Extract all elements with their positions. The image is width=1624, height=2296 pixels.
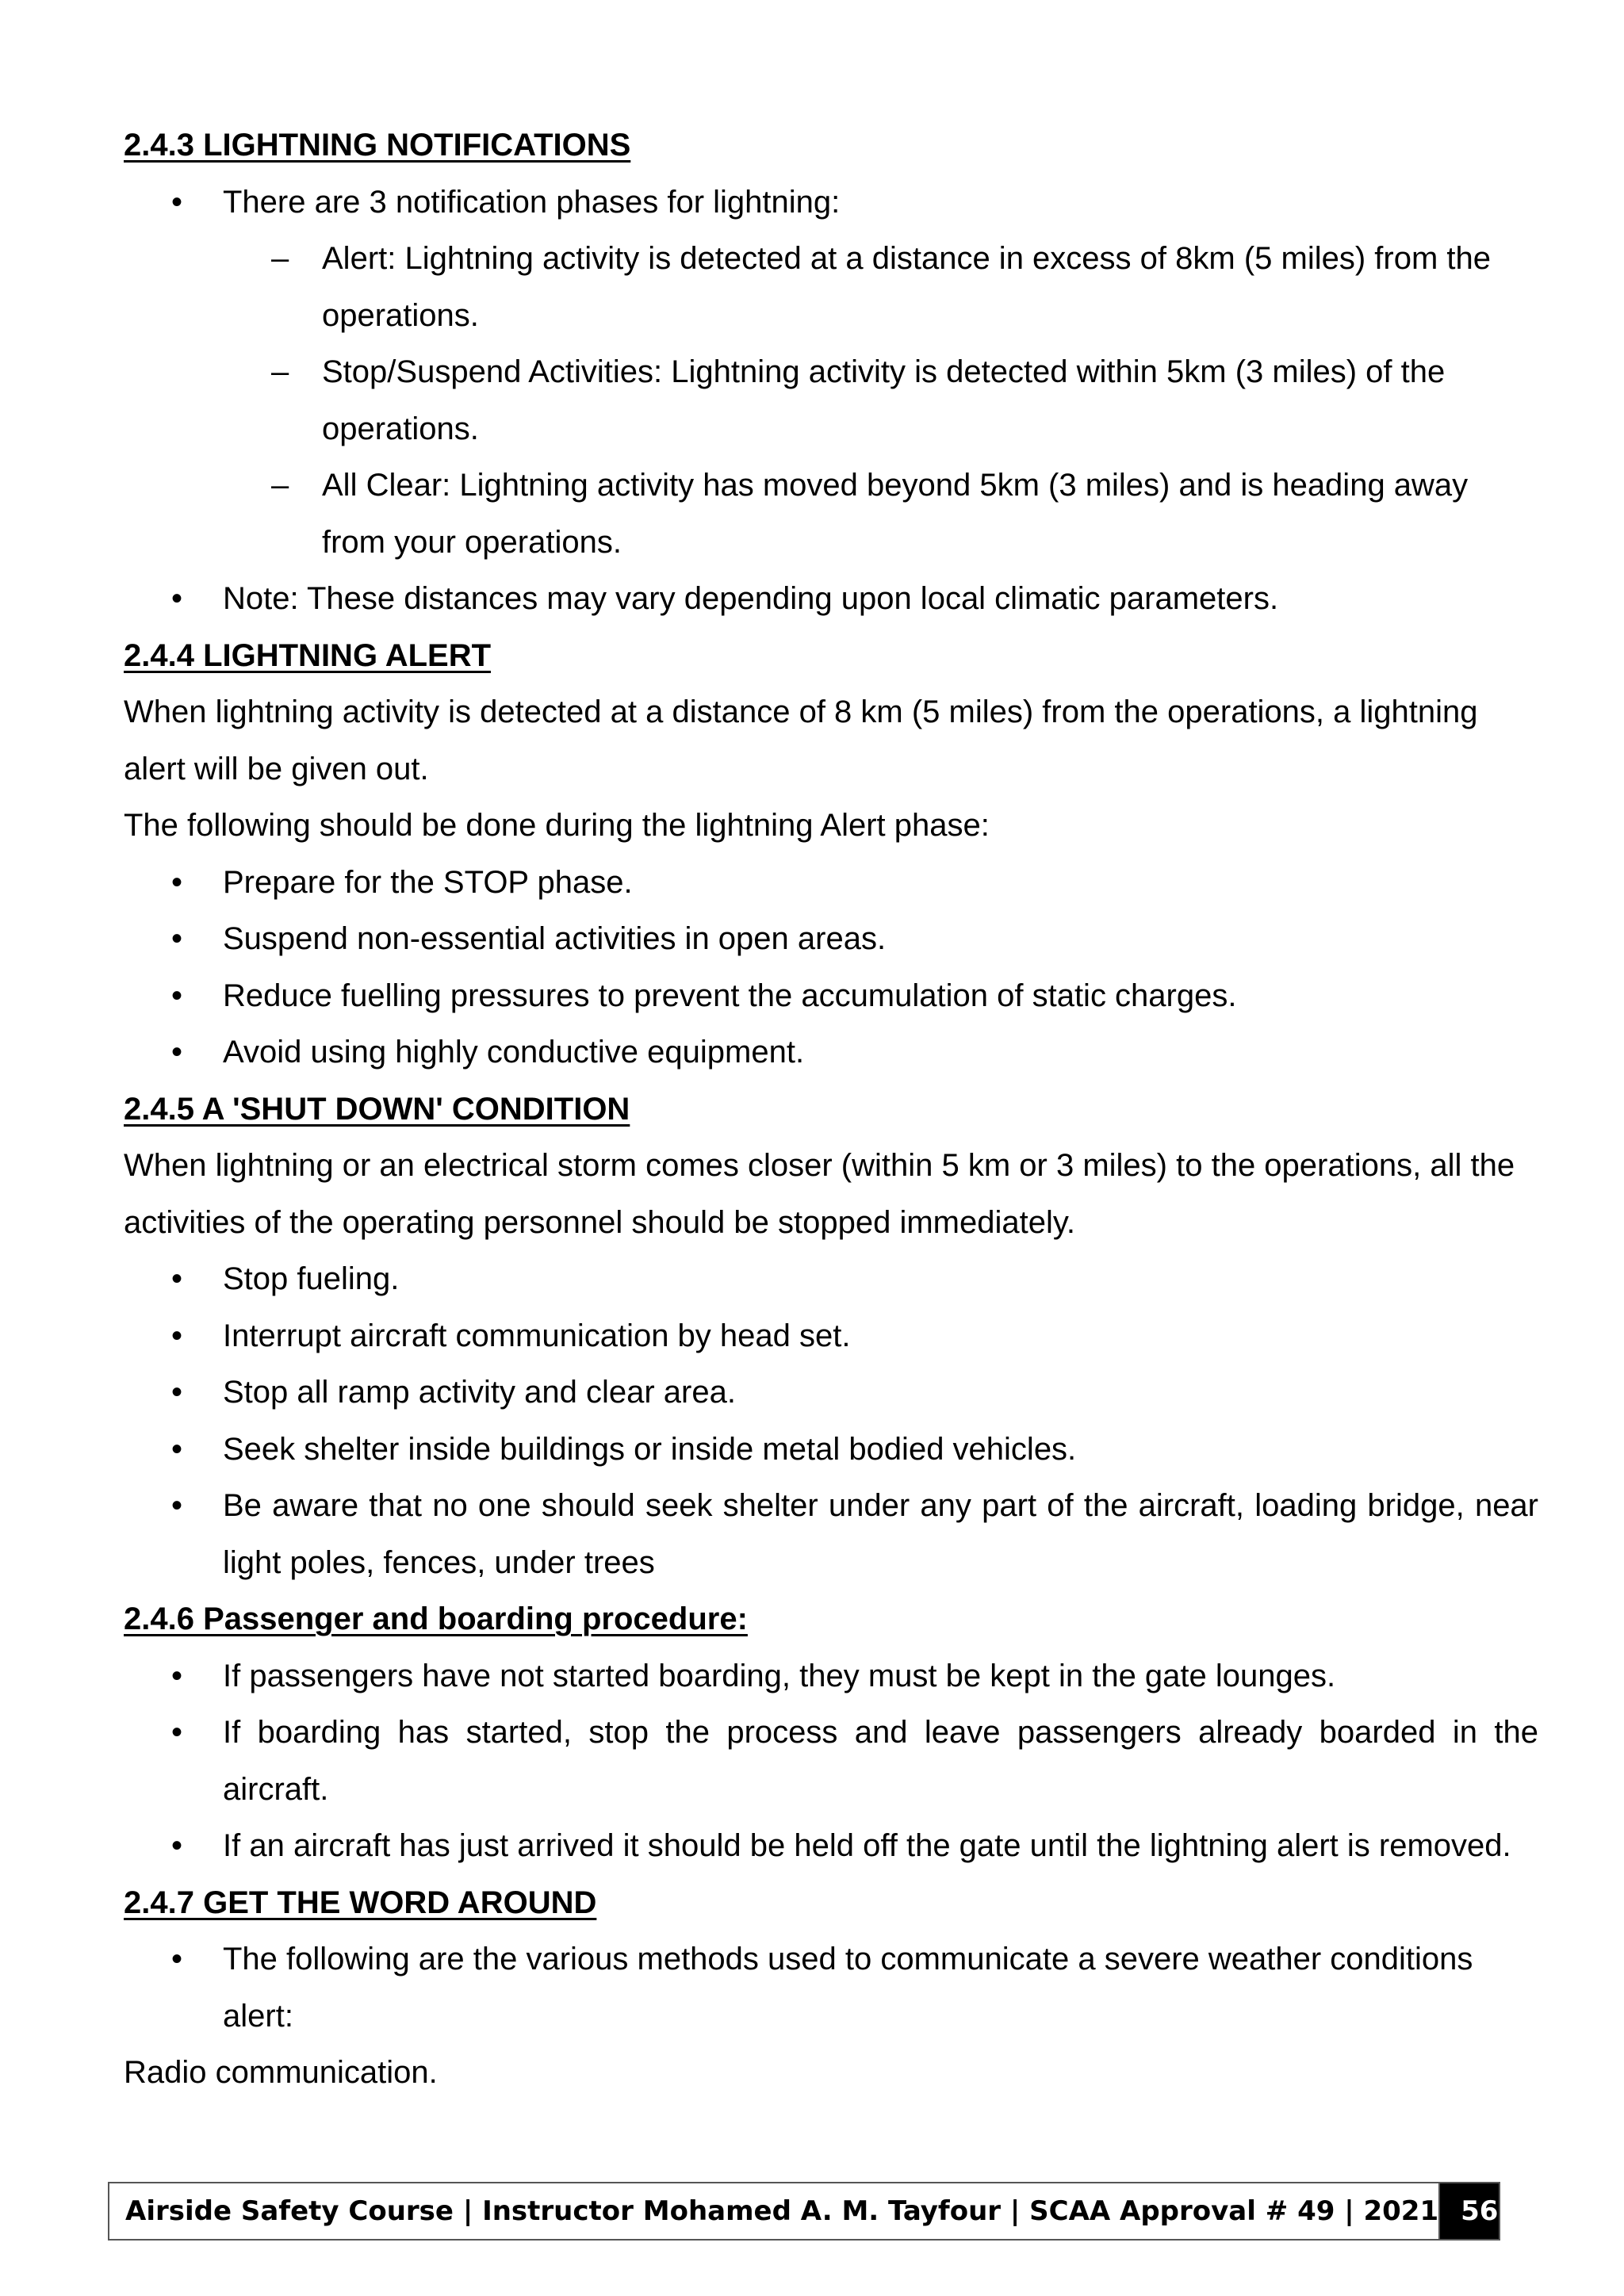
bullet-mark: • [171,1431,183,1467]
bullet-mark: • [171,1715,183,1750]
bullet-mark: • [171,1035,183,1070]
bullet-text: If an aircraft has just arrived it should be held off the gate until the lightning alert is removed. [223,1828,1511,1863]
bullet-text: The following are the various methods used to communicate a severe weather conditions alert: [223,1942,1473,2034]
section-lightning-notifications [124,117,1538,628]
page-footer [108,2182,1500,2241]
bullet-item [124,1024,1538,1081]
section-passenger-boarding [124,1591,1538,1875]
bullet-mark: • [171,1488,183,1523]
body-paragraph: When lightning activity is detected at a distance of 8 km (5 miles) from the operations, a lightning alert will be given out. [124,695,1478,786]
bullet-item [124,1931,1538,2045]
section-get-the-word-around [124,1875,1538,2102]
bullet-mark: • [171,1828,183,1863]
bullet-mark: • [171,581,183,616]
bullet-text: Seek shelter inside buildings or inside metal bodied vehicles. [223,1431,1077,1467]
bullet-item [124,1818,1538,1875]
dash-mark: – [271,468,289,503]
section-lightning-alert [124,628,1538,1081]
bullet-text: Interrupt aircraft communication by head set. [223,1318,851,1353]
bullet-item [124,1308,1538,1365]
bullet-mark: • [171,1658,183,1693]
bullet-text: Avoid using highly conductive equipment. [223,1035,805,1070]
dash-item [124,344,1538,457]
bullet-text: Stop fueling. [223,1261,400,1296]
dash-mark: – [271,241,289,276]
bullet-item [124,1478,1538,1591]
bullet-item [124,1705,1538,1818]
section-heading: 2.4.6 Passenger and boarding procedure: [124,1601,748,1636]
body-paragraph: The following should be done during the lightning Alert phase: [124,808,990,843]
bullet-text: If boarding has started, stop the process and leave passengers already boarded in the aircraft. [223,1715,1538,1807]
bullet-text: Note: These distances may vary depending upon local climatic parameters. [223,581,1279,616]
bullet-text: Suspend non-essential activities in open areas. [223,921,887,956]
bullet-mark: • [171,1318,183,1353]
bullet-text: Be aware that no one should seek shelter under any part of the aircraft, loading bridge, near light poles, fences, under trees [223,1488,1538,1580]
bullet-item [124,1364,1538,1422]
footer-course-info: Airside Safety Course | Instructor Mohamed A. M. Tayfour | SCAA Approval # 49 | 2021 [109,2183,1440,2239]
bullet-item [124,1251,1538,1308]
section-heading: 2.4.3 LIGHTNING NOTIFICATIONS [124,128,631,163]
body-paragraph: Radio communication. [124,2055,438,2090]
dash-item [124,231,1538,344]
bullet-item [124,571,1538,628]
section-heading: 2.4.4 LIGHTNING ALERT [124,637,492,673]
body-paragraph: When lightning or an electrical storm comes closer (within 5 km or 3 miles) to the operations, all the activities of the operating personnel should be stopped immediately. [124,1148,1515,1240]
bullet-text: There are 3 notification phases for lightning: [223,184,841,220]
page-number: 56 [1440,2183,1499,2239]
dash-text: All Clear: Lightning activity has moved beyond 5km (3 miles) and is heading away from your operations. [322,468,1469,560]
section-heading: 2.4.7 GET THE WORD AROUND [124,1885,597,1920]
dash-text: Alert: Lightning activity is detected at a distance in excess of 8km (5 miles) from the operations. [322,241,1491,333]
dash-mark: – [271,354,289,389]
bullet-item [124,911,1538,968]
bullet-mark: • [171,864,183,900]
bullet-mark: • [171,1942,183,1976]
bullet-item [124,855,1538,912]
bullet-item [124,174,1538,232]
bullet-text: Prepare for the STOP phase. [223,864,633,900]
dash-text: Stop/Suspend Activities: Lightning activity is detected within 5km (3 miles) of the operations. [322,354,1446,446]
dash-item [124,457,1538,571]
section-shut-down-condition [124,1081,1538,1592]
bullet-text: Stop all ramp activity and clear area. [223,1375,736,1410]
bullet-mark: • [171,1375,183,1410]
bullet-mark: • [171,978,183,1013]
bullet-mark: • [171,1261,183,1296]
bullet-mark: • [171,184,183,220]
bullet-text: If passengers have not started boarding, they must be kept in the gate lounges. [223,1658,1336,1693]
section-heading: 2.4.5 A 'SHUT DOWN' CONDITION [124,1091,630,1127]
bullet-text: Reduce fuelling pressures to prevent the accumulation of static charges. [223,978,1237,1013]
bullet-item [124,1648,1538,1705]
bullet-item [124,968,1538,1025]
bullet-item [124,1422,1538,1479]
bullet-mark: • [171,921,183,956]
page-content [124,117,1538,2102]
